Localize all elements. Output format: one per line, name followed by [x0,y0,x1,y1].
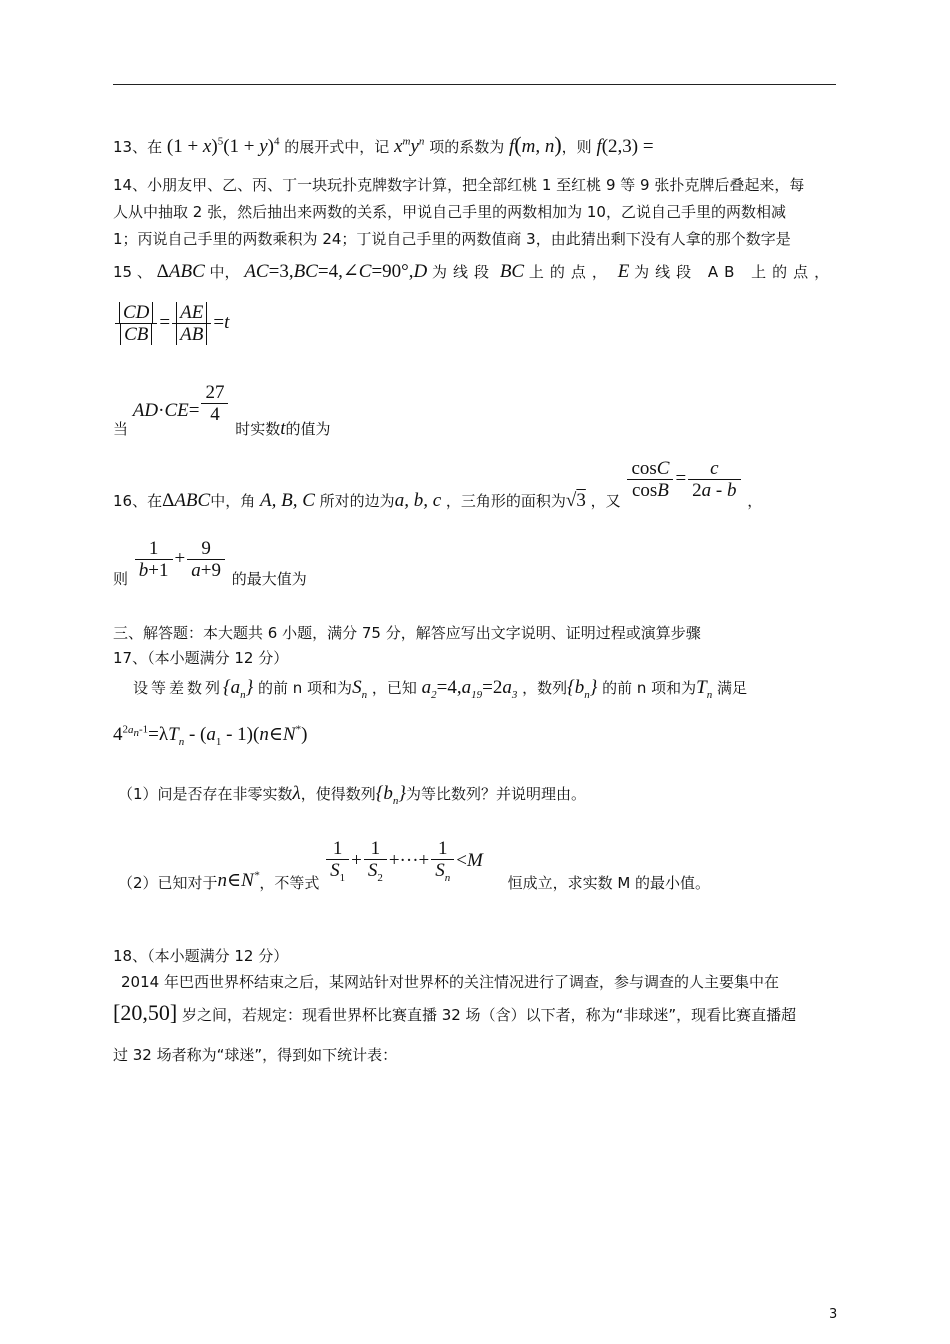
page-number: 3 [829,1307,838,1322]
formula-age-range: [20,50] [113,1000,178,1025]
question-17-part-2: （2）已知对于n∈N*，不等式 $\frac{1}{S_1}$ + $\frac{1}{S_2}$ +···+ $\frac{1}{S_n}$ <M 恒成立，求实数 M 的最小值。 [118,838,711,892]
question-17-body: 设等差数列$\{a_n\}$ 的前 n 项和为$S_n$ ，已知 $a_2=4,a_{19}=2a_3$ ，数列$\{b_n\}$ 的前 n 项和为$T_n$ 满足 [133,677,748,701]
formula-triangle-abc: ΔABC [156,261,205,282]
question-17-head: 17、（本小题满分 12 分） [113,649,289,667]
question-14-line-3: 1；丙说自己手里的两数乘积为 24；丁说自己手里的两数值商 3，由此猜出剩下没有人拿的那个数字是 [113,230,791,248]
formula-known: $a_2$ [421,677,437,701]
question-17-part-1: （1）问是否存在非零实数λ，使得数列$\{b_n\}$为等比数列？并说明理由。 [118,783,587,807]
question-14-line-1: 14、小朋友甲、乙、丙、丁一块玩扑克牌数字计算，把全部红桃 1 至红桃 9 等 9 张扑克牌后叠起来，每 [113,176,805,194]
question-16-max: 则 $\frac{1}{b+1}$ + $\frac{9}{a+9}$ 的最大值为 [113,538,307,588]
formula-recurrence: $4^{2a_n-1}=\lambda T_n - (a_1$ - 1)(n∈N*) [113,724,308,749]
formula-f-mn: f(m, n) [508,132,562,157]
formula-sum-fractions: $\frac{1}{b+1}$ [135,538,173,581]
formula-cos-ratio: $\frac{\cos C}{\cos B}$ [627,458,673,501]
question-18-line-1: 2014 年巴西世界杯结束之后，某网站针对世界杯的关注情况进行了调查，参与调查的人主要集中在 [121,973,779,991]
question-18-line-2: [20,50] 岁之间，若规定：现看世界杯比赛直播 32 场（含）以下者，称为“非球迷”，现看比赛直播超 [113,1000,797,1025]
question-15: 15 、 ΔABC 中， AC=3,BC=4,∠C=90°,D 为线段 BC 上的点， E 为线段 AB 上的点， [113,261,836,282]
formula-conditions: AC [244,261,269,282]
formula-term: $x^my^n$ [394,135,425,157]
formula-f23: f [596,136,602,157]
formula-dot-product: AD [132,400,159,421]
question-13: 13、在 $(1 + x)^5(1 + y)^4$ 的展开式中，记 $x^my^n$ 项的系数为 f(m, n)，则 f(2,3) = [113,132,654,157]
formula-angles: A, B, C [260,490,315,511]
header-rule [113,84,836,85]
question-15-dot-product: 当 AD·CE= $\frac{27}{4}$ 时实数t的值为 [113,382,331,439]
question-14-line-2: 人从中抽取 2 张，然后抽出来两数的关系，甲说自己手里的两数相加为 10，乙说自己手里的两数相减 [113,203,786,221]
formula-inequality: $\frac{1}{S_1}$ [326,838,349,885]
formula-sqrt3: √3 [565,490,586,511]
question-18-line-3: 过 32 场者称为“球迷”，得到如下统计表： [113,1046,398,1064]
formula-expansion: $(1 + x)^5(1 + y)^4$ [166,135,280,157]
question-16: 16、在ΔABC中，角 A, B, C 所对的边为a, b, c ，三角形的面积为√3 ，又 $\frac{\cos C}{\cos B}$ = $\frac{c}{2a - b}$ ， [113,458,763,511]
question-18-head: 18、（本小题满分 12 分） [113,947,289,965]
formula-ratio-t: $\frac{CD}{CB}$ = $\frac{AE}{AB}$ =t [113,302,229,345]
section-3-title: 三、解答题：本大题共 6 小题，满分 75 分，解答应写出文字说明、证明过程或演算步骤 [113,624,701,642]
